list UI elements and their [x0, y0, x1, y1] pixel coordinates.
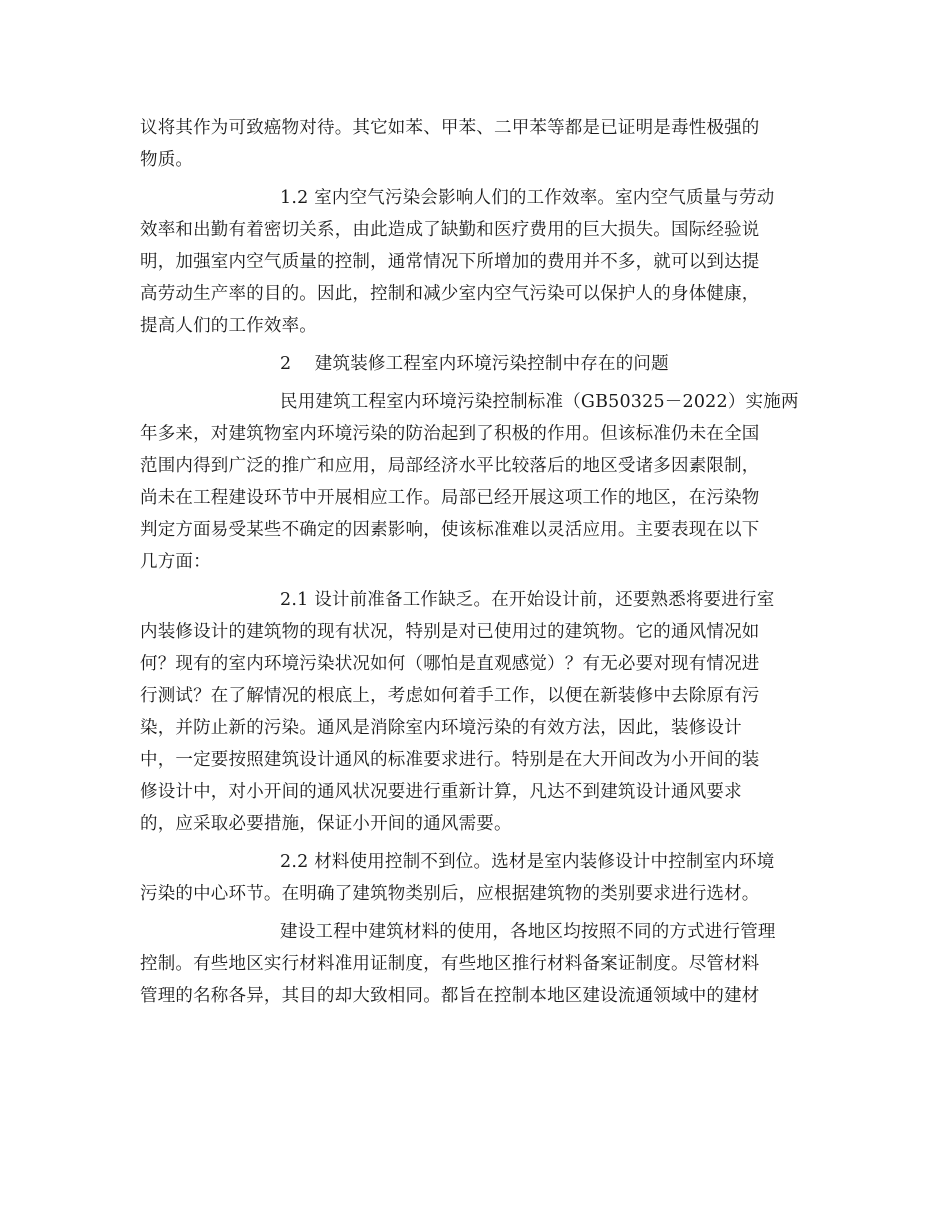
- text-line: 控制。有些地区实行材料准用证制度，有些地区推行材料备案证制度。尽管材料: [140, 954, 760, 974]
- text-line: 提高人们的工作效率。: [140, 316, 317, 336]
- text-line: 中，一定要按照建筑设计通风的标准要求进行。特别是在大开间改为小开间的装: [140, 750, 760, 770]
- heading-text: 2 建筑装修工程室内环境污染控制中存在的问题: [280, 354, 669, 374]
- text-line: 管理的名称各异，其目的却大致相同。都旨在控制本地区建设流通领域中的建材: [140, 986, 760, 1006]
- text-line: 的，应采取必要措施，保证小开间的通风需要。: [140, 814, 512, 834]
- text-line: 内装修设计的建筑物的现有状况，特别是对已使用过的建筑物。它的通风情况如: [140, 622, 760, 642]
- text-line: 2.1 设计前准备工作缺乏。在开始设计前，还要熟悉将要进行室: [280, 590, 775, 610]
- paragraph-materials: [140, 916, 815, 1012]
- paragraph-2-2: [140, 846, 815, 910]
- text-line: 明，加强室内空气质量的控制，通常情况下所增加的费用并不多，就可以到达提: [140, 252, 760, 272]
- text-line: 几方面：: [140, 552, 211, 572]
- paragraph-continuation: [140, 112, 815, 176]
- text-line: 行测试？在了解情况的根底上，考虑如何着手工作，以便在新装修中去除原有污: [140, 686, 760, 706]
- text-line: 年多来，对建筑物室内环境污染的防治起到了积极的作用。但该标准仍未在全国: [140, 424, 760, 444]
- text-line: 何？现有的室内环境污染状况如何（哪怕是直观感觉）？有无必要对现有情况进: [140, 654, 760, 674]
- paragraph-2-1: [140, 584, 815, 840]
- text-line: 1.2 室内空气污染会影响人们的工作效率。室内空气质量与劳动: [280, 188, 775, 208]
- section-heading-2: [140, 348, 815, 380]
- text-line: 物质。: [140, 150, 194, 170]
- text-line: 判定方面易受某些不确定的因素影响，使该标准难以灵活应用。主要表现在以下: [140, 520, 760, 540]
- text-line: 高劳动生产率的目的。因此，控制和减少室内空气污染可以保护人的身体健康，: [140, 284, 760, 304]
- text-line: 民用建筑工程室内环境污染控制标准（GB50325－2022）实施两: [280, 392, 799, 412]
- text-line: 尚未在工程建设环节中开展相应工作。局部已经开展这项工作的地区，在污染物: [140, 488, 760, 508]
- document-body: [140, 112, 815, 1012]
- text-line: 议将其作为可致癌物对待。其它如苯、甲苯、二甲苯等都是已证明是毒性极强的: [140, 118, 760, 138]
- text-line: 染，并防止新的污染。通风是消除室内环境污染的有效方法，因此，装修设计: [140, 718, 742, 738]
- text-line: 2.2 材料使用控制不到位。选材是室内装修设计中控制室内环境: [280, 852, 775, 872]
- text-line: 修设计中，对小开间的通风状况要进行重新计算，凡达不到建筑设计通风要求: [140, 782, 742, 802]
- text-line: 建设工程中建筑材料的使用，各地区均按照不同的方式进行管理: [280, 922, 776, 942]
- paragraph-1-2: [140, 182, 815, 342]
- text-line: 污染的中心环节。在明确了建筑物类别后，应根据建筑物的类别要求进行选材。: [140, 884, 760, 904]
- paragraph-standard: [140, 386, 815, 578]
- text-line: 范围内得到广泛的推广和应用，局部经济水平比较落后的地区受诸多因素限制，: [140, 456, 760, 476]
- text-line: 效率和出勤有着密切关系，由此造成了缺勤和医疗费用的巨大损失。国际经验说: [140, 220, 760, 240]
